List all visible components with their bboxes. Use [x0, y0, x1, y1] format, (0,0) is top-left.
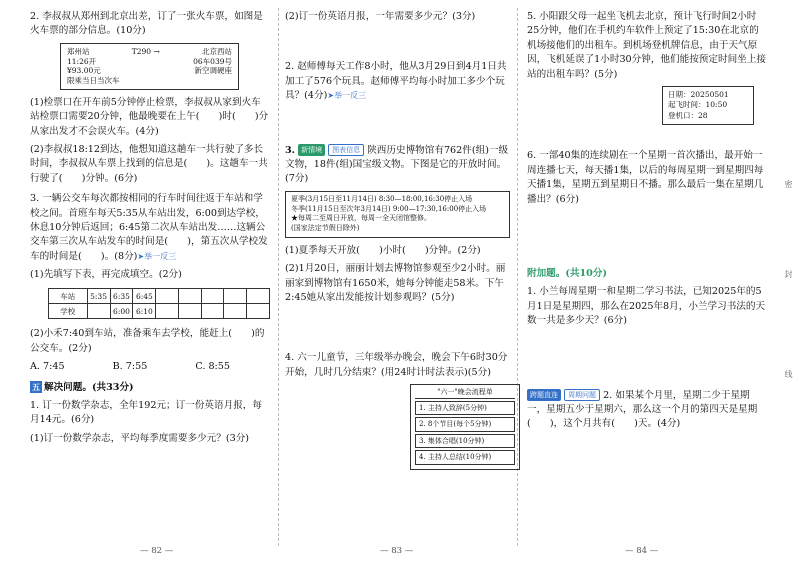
question-5-flight — [527, 10, 767, 125]
question-text: 1. 小兰每周星期一和星期二学习书法，已知2025年的5月1日是星期四，那么在2025年8月，小兰学习书法的天数一共是多少天？(6分) — [527, 286, 766, 327]
sub-question-2: (2)订一份英语月报，一年需要多少元？(3分) — [285, 11, 476, 22]
question-1-subscription — [30, 399, 270, 446]
column-divider — [278, 8, 279, 546]
ticket-time: 11:26开 — [67, 56, 97, 66]
option-a[interactable]: A. 7:45 — [30, 361, 65, 373]
option-c[interactable]: C. 8:55 — [195, 361, 230, 373]
table-cell[interactable] — [179, 289, 202, 304]
seal-line-char: 密 — [784, 180, 793, 188]
question-2-toys — [285, 60, 510, 103]
table-cell[interactable] — [156, 304, 179, 319]
table-cell[interactable] — [247, 289, 270, 304]
question-text: 1. 订一份数学杂志，全年192元；订一份英语月报，每月14元。(6分) — [30, 400, 262, 426]
opening-hours-box — [285, 191, 510, 238]
page-82-column — [30, 10, 270, 452]
question-2-train — [30, 10, 270, 186]
row-label: 车站 — [49, 289, 88, 304]
question-text: 陕西历史博物馆有762件(组)一级文物，18件(组)国宝级文物。下图是它的开放时间。(7分) — [285, 144, 509, 185]
sub-question-2: (2)李叔叔18:12到达，他想知道这趟车一共行驶了多长时间，李叔叔从车票上找到的信息是( )。这趟车一共行驶了( )分钟。(6分) — [30, 143, 268, 184]
table-cell: 6:00 — [110, 304, 133, 319]
section-title: 解决问题。(共33分) — [44, 381, 134, 393]
table-cell[interactable] — [247, 304, 270, 319]
arrow-icon: → — [153, 46, 160, 56]
table-cell: 6:35 — [110, 289, 133, 304]
question-6-series — [527, 149, 767, 207]
chart-info-tag: 图表信息 — [328, 144, 364, 156]
bonus-question-1 — [527, 285, 767, 328]
ticket-car-seat: 06车039号 — [193, 56, 232, 66]
program-list — [410, 384, 520, 470]
cross-link-tag: 跨题直连 — [527, 389, 561, 401]
question-text: 2. 李叔叔从郑州到北京出差，订了一张火车票，如图是火车票的部分信息。(10分) — [30, 11, 263, 37]
seal-line-char: 封 — [784, 270, 793, 278]
program-title: "六一"晚会流程单 — [415, 387, 515, 399]
practice-link[interactable]: ➤举一反三 — [327, 91, 367, 101]
option-b[interactable]: B. 7:55 — [112, 361, 148, 373]
question-text: 2. 赵师傅每天工作8小时，他从3月29日到4月1日共加工了576个玩具。赵师傅平均每小时加工多少个玩具？(4分) — [285, 61, 507, 102]
question-text: 2. 如果某个月里，星期二少于星期一，星期五少于星期六，那么这一个月的第四天是星期( )，这个月共有( )天。(4分) — [527, 389, 758, 430]
boarding-pass — [662, 86, 754, 126]
holiday-note: (国家法定节假日除外) — [291, 224, 360, 233]
sub-question-1: (1)夏季每天开放( )小时( )分钟。(2分) — [285, 244, 481, 256]
program-item: 1. 主持人致辞(5分钟) — [415, 401, 515, 416]
new-context-tag: 新情境 — [298, 144, 325, 156]
sub-question-2: (2)小禾7:40到车站，准备乘车去学校，能赶上( )的公交车。(2分) — [30, 328, 265, 354]
table-cell: 6:10 — [133, 304, 156, 319]
open-days: ★每周二至周日开放，每周一全天闭馆整修。 — [291, 214, 431, 223]
cycle-problem-tag: 周期问题 — [564, 389, 600, 401]
ticket-seat-type: 新空调硬座 — [194, 66, 232, 76]
question-4-party — [285, 351, 510, 469]
question-text: 5. 小阳跟父母一起坐飞机去北京，预计飞行时间2小时25分钟，他们在手机约车软件上预定了15:30在北京的机场接他们的出租车。到机场登机牌信息，由于天气原因，飞机延误了1小时30分钟，他们能按预定时间坐上接站的出租车吗？(5分) — [527, 11, 766, 80]
row-label: 学校 — [49, 304, 88, 319]
page-83-column — [285, 10, 510, 476]
sub-question-1: (1)检票口在开车前5分钟停止检票，李叔叔从家到火车站检票口需要20分钟，他最晚要在上午( )时( )分从家出发才不会误火车。(4分) — [30, 96, 269, 137]
page-number: — 82 — — [140, 546, 174, 557]
question-text: 6. 一部40集的连续剧在一个星期一首次播出，最开始一周连播七天，每天播1集，以后的每周星期一到星期四每天播1集，星期五到星期日不播。那么最后一集在星期几播出？(6分) — [527, 150, 764, 205]
bus-schedule-table — [48, 288, 270, 319]
answer-options — [30, 360, 230, 374]
table-cell[interactable] — [201, 289, 224, 304]
table-cell[interactable] — [179, 304, 202, 319]
section-number-badge: 五 — [32, 381, 40, 392]
program-item: 2. 8个节目(每个5分钟) — [415, 417, 515, 432]
seal-line-char: 线 — [784, 370, 793, 378]
table-cell[interactable] — [156, 289, 179, 304]
table-cell[interactable] — [201, 304, 224, 319]
ticket-train: T290 — [131, 46, 152, 56]
ticket-price: ¥93.00元 — [67, 66, 101, 76]
table-cell[interactable] — [224, 304, 247, 319]
sub-question-1: (1)先填写下表，再完成填空。(2分) — [30, 269, 182, 281]
flight-date: 日期：20250501 — [668, 89, 729, 99]
question-3-bus — [30, 192, 270, 375]
train-ticket — [60, 43, 239, 90]
ticket-to: 北京西站 — [201, 46, 232, 56]
table-cell: 5:35 — [87, 289, 110, 304]
table-cell: 6:45 — [133, 289, 156, 304]
question-text: 4. 六一儿童节，三年级举办晚会，晚会下午6时30分开始，几时几分结束？(用24时计时法表示)(5分) — [285, 352, 508, 378]
ticket-note: 限乘当日当次车 — [67, 76, 120, 86]
sub-question-1: (1)订一份数学杂志，平均每季度需要多少元？(3分) — [30, 432, 250, 444]
page-number: — 83 — — [380, 546, 414, 557]
table-cell[interactable] — [224, 289, 247, 304]
departure-time: 起飞时间：10:50 — [668, 100, 728, 110]
section-heading — [30, 381, 270, 395]
question-3-museum: 3. 新情境 图表信息 陕西历史博物馆有762件(组)一级文物，18件(组)国宝级文物。下图是它的开放时间。(7分) 夏季(3月15日至11月14日) 8:30—18:00,16:30停止入场 冬季(11月15日至次年3月14日) 9:00—17:30,16:00停止入场 ★每周二至周日开放，每周一全天闭馆整修。 (国家法定节假日除外) (1)夏季每天开放( )小时( )分钟。(2分) (2)1月20日，丽丽计划去博物馆参观至少2小时。丽丽家到博物馆有1650米，她每分钟能走58米。下午2:45她从家出发能按计划参观吗？(5分) — [285, 144, 510, 306]
winter-hours: 冬季(11月15日至次年3月14日) 9:00—17:30,16:00停止入场 — [291, 204, 487, 213]
bonus-question-2 — [527, 389, 767, 432]
question-text: 3. 一辆公交车每次都按相同的行车时间往返于车站和学校之间。首班车每天5:35从车站出发，6:00到达学校，休息10分钟后返回；6:45第二次从车站出发……这辆公交车第三次从车站发车的时间是( )，第五次从学校发车的时间是( )。(8分) — [30, 193, 268, 262]
table-cell[interactable] — [87, 304, 110, 319]
ticket-from: 郑州站 — [67, 46, 90, 56]
program-item: 4. 主持人总结(10分钟) — [415, 450, 515, 465]
boarding-gate: 登机口：28 — [668, 110, 708, 120]
practice-link[interactable]: ➤举一反三 — [137, 251, 177, 261]
sub-question-2: (2)1月20日，丽丽计划去博物馆参观至少2小时。丽丽家到博物馆有1650米，她每分钟能走58米。下午2:45她从家出发能按计划参观吗？(5分) — [285, 263, 506, 304]
program-item: 3. 集体合唱(10分钟) — [415, 434, 515, 449]
bonus-section-title: 附加题。(共10分) — [527, 268, 607, 280]
page-84-column — [527, 10, 767, 438]
summer-hours: 夏季(3月15日至11月14日) 8:30—18:00,16:30停止入场 — [291, 194, 473, 203]
page-number: — 84 — — [625, 546, 659, 557]
